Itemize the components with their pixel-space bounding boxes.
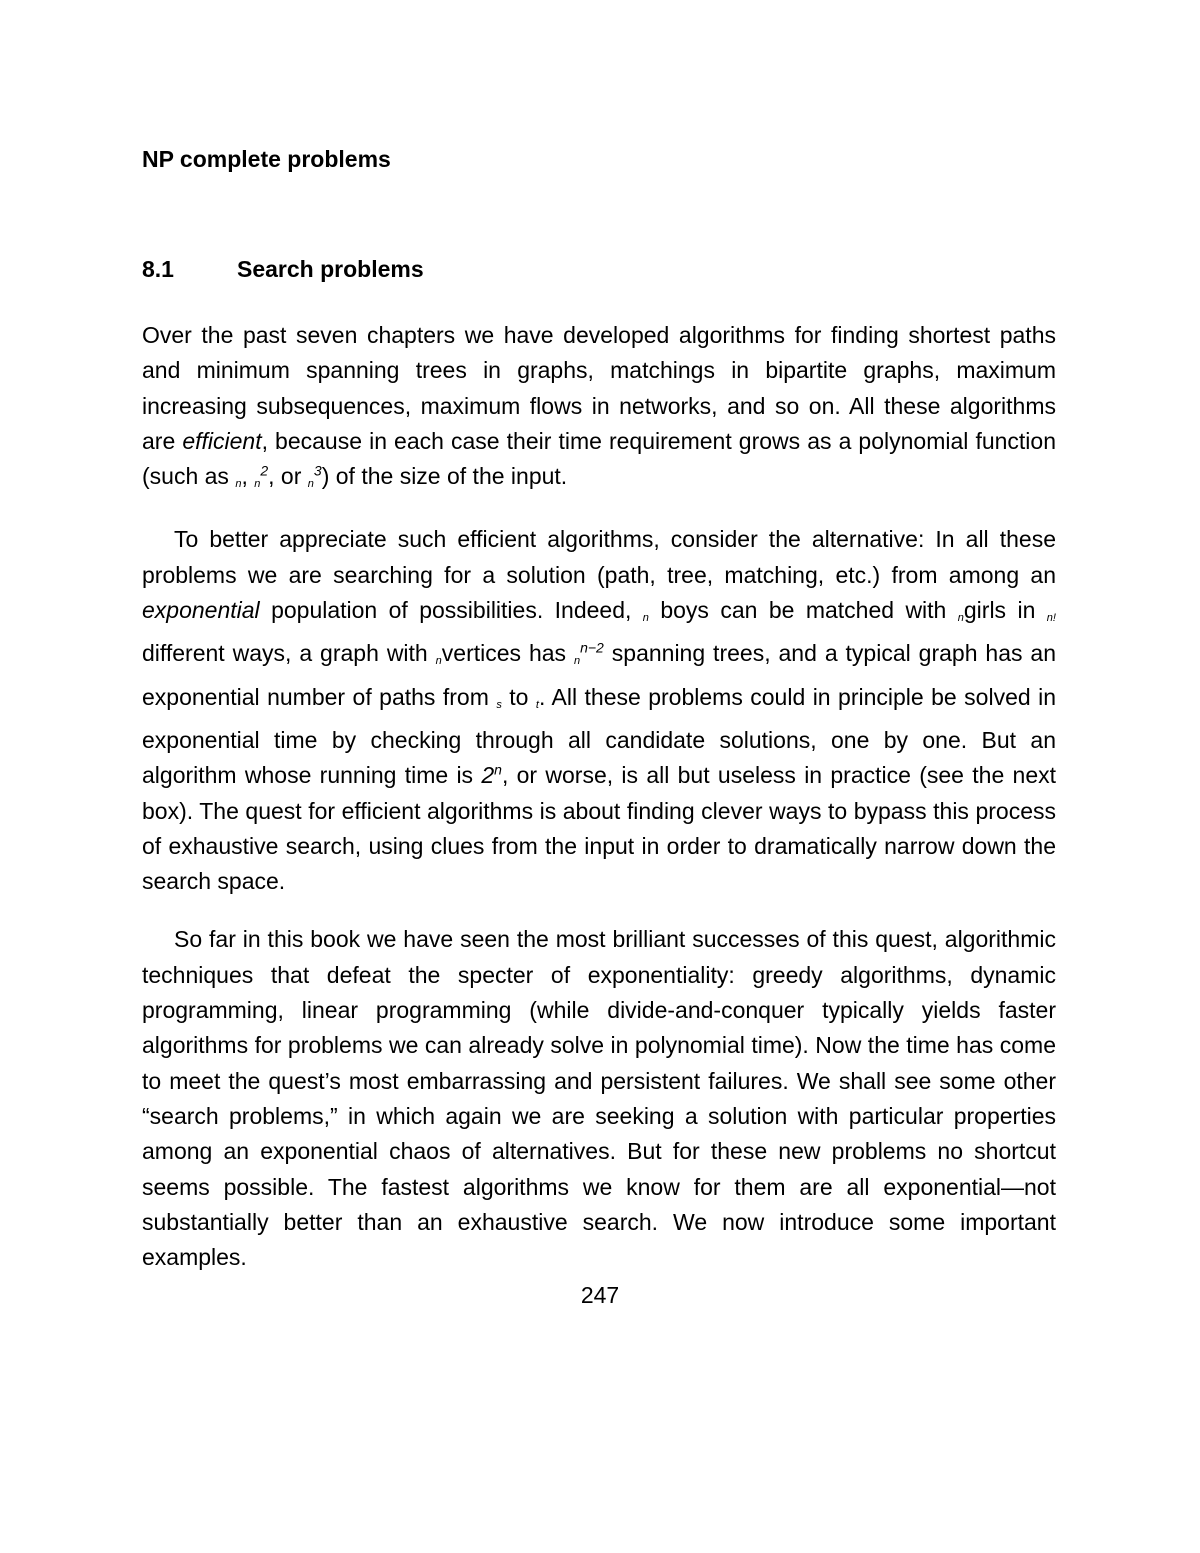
math-two: 2 [481,762,495,789]
section-number: 8.1 [142,256,174,282]
page-body [142,140,1056,1275]
math-t: t [535,698,539,711]
superscript: 3 [313,462,322,479]
paragraph-1: Over the past seven chapters we have developed algorithms for finding shortest paths and minimum spanning trees in graphs, matchings in bipartite graphs, maximum increasing subsequences, maximum flows in networks, and so on. All these algorithms are efficient, because in each case their time requirement grows as a polynomial function (such as n, $n^2$, or $n^3$) of the size of the input. [142,322,1057,491]
section-heading [142,250,1056,288]
superscript: n−2 [580,639,604,656]
emphasis-exponential: exponential [142,597,260,624]
math-n: n [307,478,314,491]
paragraph-2: To better appreciate such efficient algorithms, consider the alternative: In all these problems we are searching for a solution (path, tree, matching, etc.) from among an exponential population of possibilities. Indeed, n boys can be matched with ngirls in n! different ways, a graph with nvertices has $n^{n-2}$ spanning trees, and a typical graph has an exponential number of paths from s to t. All these problems could in principle be solved in exponential time by checking through all candidate solutions, one by one. But an algorithm whose running time is 2$^n$, or worse, is all but useless in practice (see the next box). The quest for efficient algorithms is about finding clever ways to bypass this process of exhaustive search, using clues from the input in order to dramatically narrow down the search space. [142,526,1057,895]
math-n: n [573,655,581,668]
chapter-title: NP complete problems [142,146,391,172]
superscript: n [494,761,502,778]
math-n-factorial: n! [1046,612,1056,625]
emphasis-efficient: efficient [182,427,262,454]
math-n: n [435,655,442,668]
section-title: Search problems [237,256,424,282]
paragraph-3: So far in this book we have seen the most brilliant successes of this quest, algorithmic techniques that defeat the specter of exponentiality: greedy algorithms, dynamic programming, linear programming (while divide-and-conquer typically yields faster algorithms for problems we can already solve in polynomial time). Now the time has come to meet the quest’s most embarrassing and persistent failures. We shall see some other “search problems,” in which again we are seeking a solution with particular properties among an exponential chaos of alternatives. But for these new problems no shortcut seems possible. The fastest algorithms we know for them are all exponential—not substantially better than an exhaustive search. We now introduce some important examples. [142,926,1056,1271]
math-s: s [496,698,502,711]
math-n: n [254,478,261,491]
page-number: 247 [580,1282,620,1308]
superscript: 2 [260,462,269,479]
math-n: n [642,612,649,625]
math-n: n [235,478,242,491]
math-n: n [957,612,964,625]
